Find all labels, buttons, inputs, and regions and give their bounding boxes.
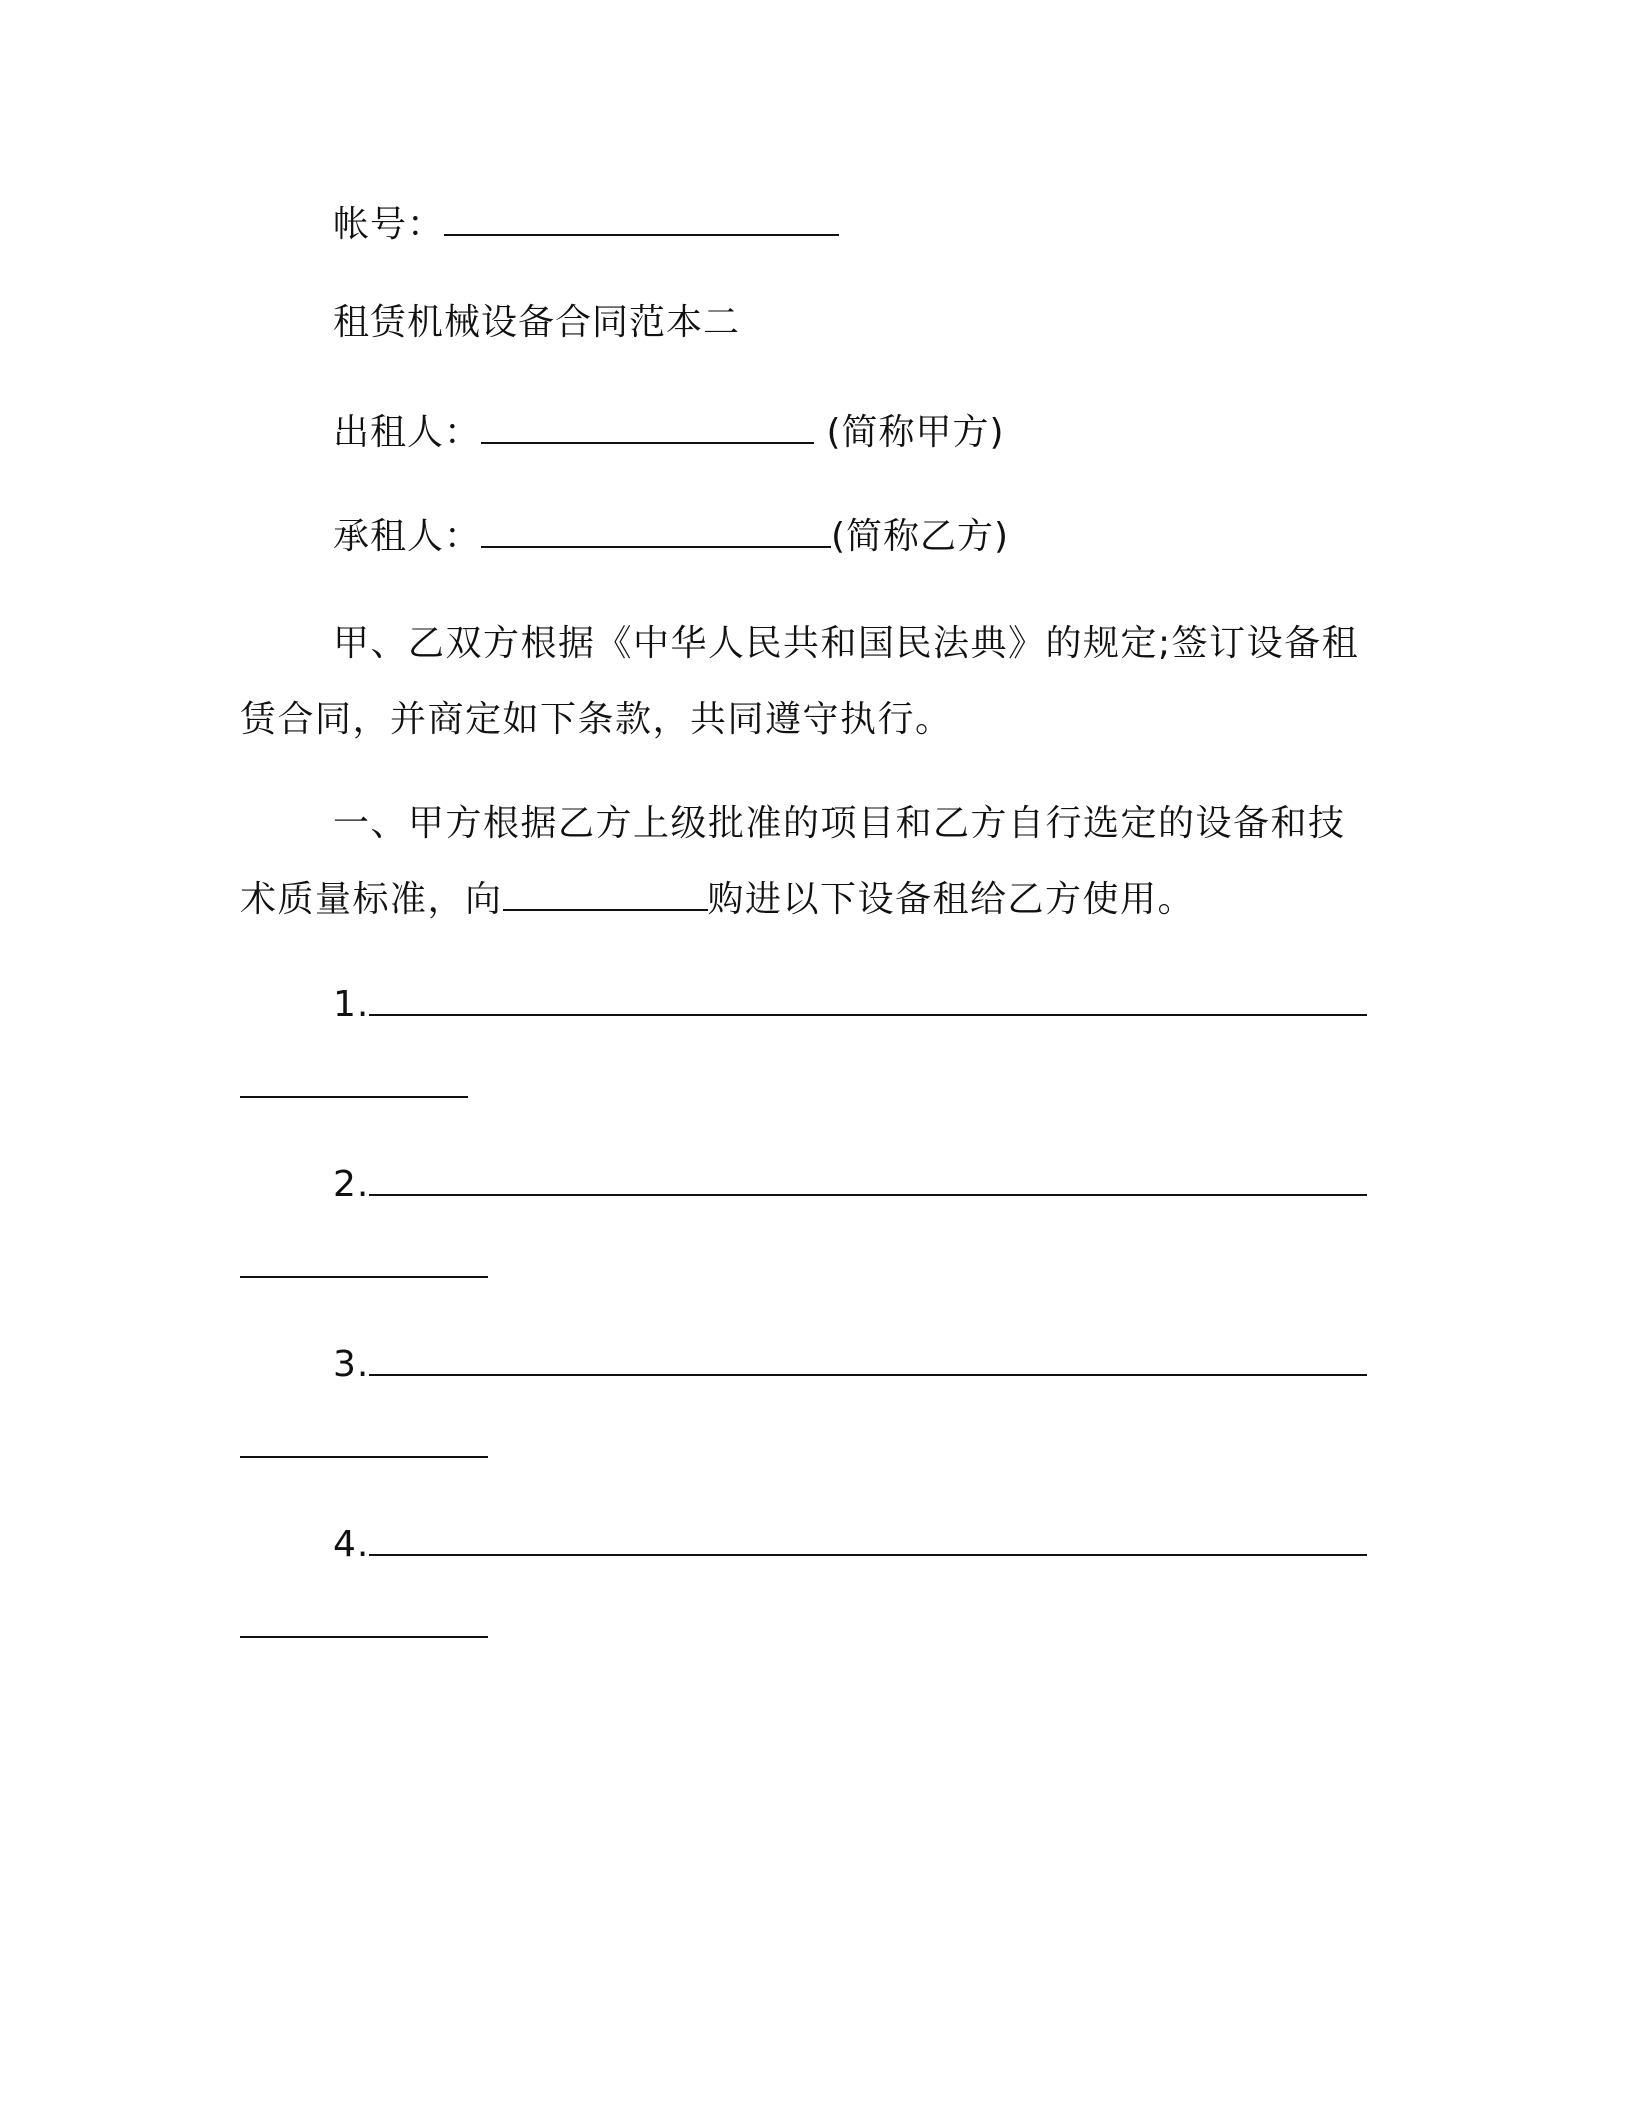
equipment-item-1-continued <box>240 1062 468 1105</box>
item-blank[interactable] <box>369 1340 1367 1376</box>
equipment-item-3 <box>333 1340 1367 1383</box>
item-blank-continued[interactable] <box>240 1242 488 1278</box>
equipment-item-2 <box>333 1160 1367 1203</box>
lessor-suffix: (简称甲方) <box>826 412 1005 453</box>
document-title: 租赁机械设备合同范本二 <box>333 302 741 343</box>
equipment-item-3-continued <box>240 1422 488 1465</box>
equipment-item-4 <box>333 1520 1367 1563</box>
account-label: 帐号： <box>333 204 445 245</box>
item-number: 2. <box>333 1164 370 1205</box>
lessee-blank[interactable] <box>481 512 831 548</box>
equipment-item-2-continued <box>240 1242 488 1285</box>
item-blank-continued[interactable] <box>240 1422 488 1458</box>
clause-1-paragraph <box>240 786 1370 938</box>
lessee-line <box>333 512 1009 555</box>
clause-1-text-before: 一、甲方根据乙方上级批准的项目和乙方自行选定的设备和技术质量标准，向 <box>240 803 1346 920</box>
item-number: 3. <box>333 1344 370 1385</box>
item-blank[interactable] <box>369 1160 1367 1196</box>
item-blank-continued[interactable] <box>240 1602 488 1638</box>
equipment-item-1 <box>333 980 1367 1023</box>
item-number: 4. <box>333 1524 370 1565</box>
supplier-blank[interactable] <box>503 875 708 911</box>
clause-1-text-after: 购进以下设备租给乙方使用。 <box>707 879 1196 920</box>
lessee-label: 承租人： <box>333 516 482 557</box>
intro-paragraph: 甲、乙双方根据《中华人民共和国民法典》的规定;签订设备租赁合同，并商定如下条款，共同遵守执行。 <box>240 623 1360 740</box>
lessee-suffix: (简称乙方) <box>831 516 1010 557</box>
item-blank[interactable] <box>369 980 1367 1016</box>
lessor-label: 出租人： <box>333 412 482 453</box>
equipment-item-4-continued <box>240 1602 488 1645</box>
item-blank[interactable] <box>369 1520 1367 1556</box>
account-blank[interactable] <box>444 200 839 236</box>
lessor-line <box>333 408 1005 451</box>
account-line <box>333 200 839 243</box>
item-blank-continued[interactable] <box>240 1062 468 1098</box>
lessor-blank[interactable] <box>481 408 814 444</box>
item-number: 1. <box>333 984 370 1025</box>
